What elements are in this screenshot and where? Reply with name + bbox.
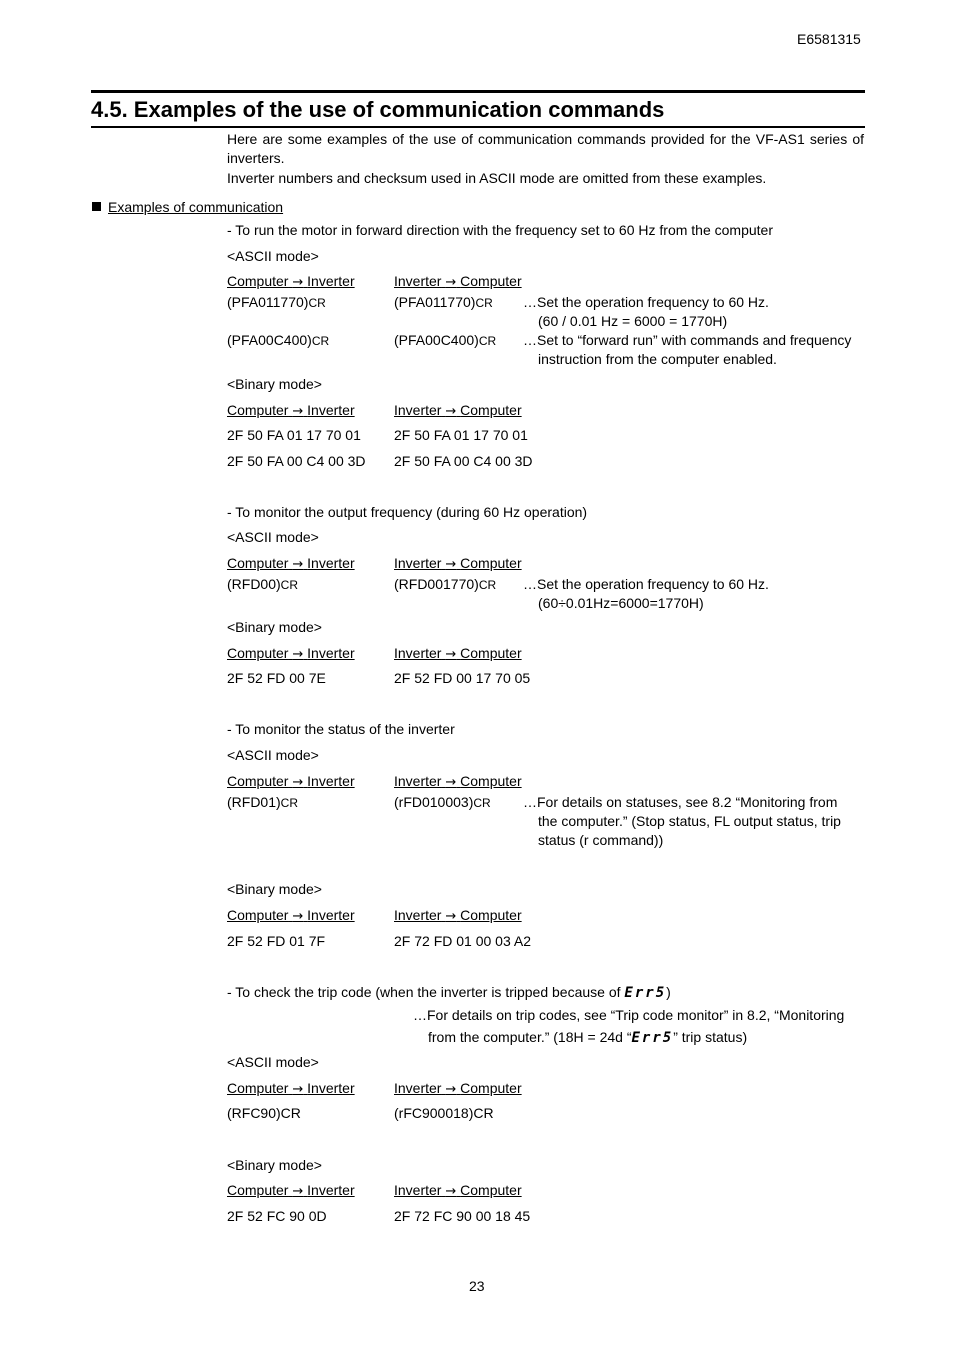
col-header-computer-to-inverter: Computer → Inverter [227,773,355,790]
binary-mode-label: <Binary mode> [227,376,322,392]
title-rule-top [91,90,865,93]
col-header-inverter-to-computer: Inverter → Computer [394,1182,522,1199]
page-number: 23 [469,1278,485,1294]
binary-response: 2F 50 FA 01 17 70 01 [394,427,528,443]
command-sent: (PFA011770)CR [227,294,326,310]
intro-paragraph-1: Here are some examples of the use of communication commands provided for the VF-AS1 series of inverters. [227,131,864,166]
command-note-cont: instruction from the computer enabled. [538,351,777,367]
col-header-computer-to-inverter: Computer → Inverter [227,645,355,662]
col-header-computer-to-inverter: Computer → Inverter [227,907,355,924]
binary-sent: 2F 52 FC 90 0D [227,1208,327,1224]
command-note-cont: (60 / 0.01 Hz = 6000 = 1770H) [538,313,728,329]
section-heading-text: Examples of communication [108,199,284,215]
command-note-cont: (60÷0.01Hz=6000=1770H) [538,595,704,611]
ascii-mode-label: <ASCII mode> [227,248,319,264]
trip-code-note-cont: from the computer.” (18H = 24d “Err5” trip status) [428,1029,748,1046]
binary-response: 2F 72 FD 01 00 03 A2 [394,933,531,949]
example-4-heading: - To check the trip code (when the inverter is tripped because of Err5) [227,984,671,1001]
binary-mode-label: <Binary mode> [227,881,322,897]
arrow-right-icon: → [445,775,457,790]
example-1-heading: - To run the motor in forward direction with the frequency set to 60 Hz from the computer [227,222,773,238]
arrow-right-icon: → [292,557,304,572]
trip-code-display: Err5 [624,985,667,1001]
trip-code-display: Err5 [631,1030,674,1046]
col-header-inverter-to-computer: Inverter → Computer [394,273,522,290]
col-header-computer-to-inverter: Computer → Inverter [227,555,355,572]
col-header-inverter-to-computer: Inverter → Computer [394,402,522,419]
command-sent: (PFA00C400)CR [227,332,330,348]
arrow-right-icon: → [445,404,457,419]
command-response: (rFD010003)CR [394,794,491,810]
ascii-mode-label: <ASCII mode> [227,1054,319,1070]
command-response: (RFD001770)CR [394,576,497,592]
arrow-right-icon: → [292,647,304,662]
command-response: (PFA011770)CR [394,294,493,310]
section-heading [92,198,283,217]
arrow-right-icon: → [292,1184,304,1199]
example-3-heading: - To monitor the status of the inverter [227,721,455,737]
bullet-square-icon [92,202,101,211]
binary-sent: 2F 50 FA 01 17 70 01 [227,427,361,443]
command-note: …Set the operation frequency to 60 Hz. [523,294,769,310]
binary-sent: 2F 52 FD 01 7F [227,933,326,949]
arrow-right-icon: → [445,1184,457,1199]
page-title: 4.5. Examples of the use of communication commands [91,97,665,122]
arrow-right-icon: → [292,775,304,790]
command-note-cont: status (r command)) [538,832,664,848]
command-response: (rFC900018)CR [394,1105,494,1121]
arrow-right-icon: → [292,404,304,419]
command-sent: (RFD01)CR [227,794,299,810]
arrow-right-icon: → [445,1082,457,1097]
command-note: …Set to “forward run” with commands and frequency [523,332,852,348]
title-rule-bottom [91,126,865,128]
col-header-computer-to-inverter: Computer → Inverter [227,402,355,419]
command-sent: (RFD00)CR [227,576,299,592]
ascii-mode-label: <ASCII mode> [227,747,319,763]
binary-response: 2F 52 FD 00 17 70 05 [394,670,531,686]
binary-response: 2F 72 FC 90 00 18 45 [394,1208,531,1224]
col-header-computer-to-inverter: Computer → Inverter [227,273,355,290]
intro-paragraph-2: Inverter numbers and checksum used in ASCII mode are omitted from these examples. [227,170,767,186]
arrow-right-icon: → [292,909,304,924]
binary-response: 2F 50 FA 00 C4 00 3D [394,453,533,469]
col-header-inverter-to-computer: Inverter → Computer [394,555,522,572]
col-header-inverter-to-computer: Inverter → Computer [394,907,522,924]
arrow-right-icon: → [292,275,304,290]
command-note: …Set the operation frequency to 60 Hz. [523,576,769,592]
arrow-right-icon: → [445,275,457,290]
col-header-computer-to-inverter: Computer → Inverter [227,1182,355,1199]
binary-sent: 2F 52 FD 00 7E [227,670,326,686]
col-header-inverter-to-computer: Inverter → Computer [394,773,522,790]
arrow-right-icon: → [445,647,457,662]
command-response: (PFA00C400)CR [394,332,497,348]
example-2-heading: - To monitor the output frequency (during 60 Hz operation) [227,504,588,520]
command-sent: (RFC90)CR [227,1105,301,1121]
arrow-right-icon: → [292,1082,304,1097]
arrow-right-icon: → [445,909,457,924]
document-id: E6581315 [797,31,861,47]
binary-mode-label: <Binary mode> [227,619,322,635]
command-note: …For details on statuses, see 8.2 “Monitoring from [523,794,838,810]
arrow-right-icon: → [445,557,457,572]
trip-code-note: …For details on trip codes, see “Trip code monitor” in 8.2, “Monitoring [413,1007,845,1023]
ascii-mode-label: <ASCII mode> [227,529,319,545]
binary-mode-label: <Binary mode> [227,1157,322,1173]
col-header-inverter-to-computer: Inverter → Computer [394,1080,522,1097]
command-note-cont: the computer.” (Stop status, FL output status, trip [538,813,841,829]
col-header-inverter-to-computer: Inverter → Computer [394,645,522,662]
binary-sent: 2F 50 FA 00 C4 00 3D [227,453,366,469]
col-header-computer-to-inverter: Computer → Inverter [227,1080,355,1097]
